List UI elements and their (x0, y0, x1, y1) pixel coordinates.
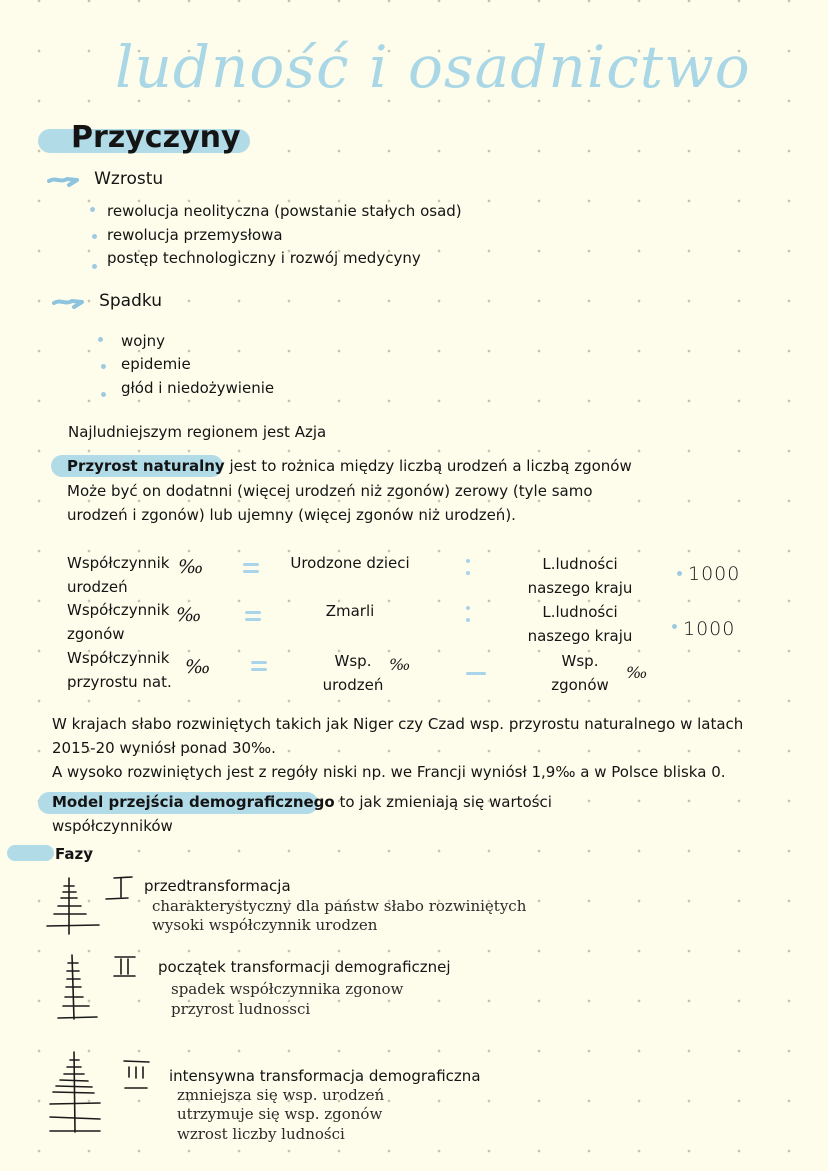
pyramid-icon (44, 876, 104, 936)
growth-label: Wzrostu (94, 169, 164, 189)
phase-description: wzrost liczby ludności (177, 1125, 345, 1143)
definition-line-2: Może być on dodatnni (więcej urodzeń niż zgonów) zerowy (tyle samo (67, 482, 593, 500)
list-item: postęp technologiczny i rozwój medycyny (107, 249, 421, 267)
phase-description: wysoki współczynnik urodzen (152, 916, 378, 934)
arrow-icon (52, 294, 86, 310)
growth-subheading (47, 168, 163, 190)
label-highlight (7, 845, 54, 861)
example-line-1: W krajach słabo rozwiniętych takich jak Niger czy Czad wsp. przyrostu naturalnego w latach (52, 715, 744, 733)
section-heading (38, 121, 241, 155)
list-item: rewolucja neolityczna (powstanie stałych osad) (107, 202, 462, 220)
phase-description: zmniejsza się wsp. urodzeń (177, 1086, 385, 1104)
multiplier: 1000 (688, 563, 741, 585)
roman-numeral-icon (121, 1057, 151, 1093)
decline-subheading (52, 290, 162, 312)
bullet-icon (90, 207, 95, 212)
phase-description: utrzymuje się wsp. zgonów (177, 1105, 383, 1123)
death-rate-term: Wsp. zgonów (551, 652, 609, 694)
natural-growth-rate-label: Współczynnik przyrostu nat. (67, 649, 172, 691)
example-line-2: 2015-20 wyniósł ponad 30‰. (52, 739, 276, 757)
asia-note: Najludniejszym regionem jest Azja (68, 423, 327, 441)
model-line-2: współczynników (52, 817, 173, 835)
list-item: rewolucja przemysłowa (107, 226, 283, 244)
definition-text: jest to rożnica między liczbą urodzeń a liczbą zgonów (224, 457, 632, 475)
death-rate-label: Współczynnik zgonów (67, 601, 170, 643)
permille-symbol: ‰ (185, 656, 211, 678)
phase-description: spadek współczynnika zgonow (171, 980, 404, 998)
permille-symbol: ‰ (626, 663, 648, 682)
permille-symbol: ‰ (178, 556, 204, 578)
bullet-icon (101, 392, 106, 397)
pyramid-icon (55, 953, 100, 1023)
equals-icon (251, 661, 267, 675)
birth-rate-label: Współczynnik urodzeń (67, 554, 170, 596)
list-item: wojny (121, 332, 165, 350)
denominator: L.ludności naszego kraju (527, 555, 633, 597)
model-definition (52, 790, 552, 814)
numerator: Zmarli (325, 602, 375, 620)
birth-rate-term: Wsp. urodzeń (322, 652, 384, 694)
divide-icon (466, 559, 470, 583)
equals-icon (243, 563, 259, 577)
multiply-icon (677, 571, 682, 576)
bullet-icon (92, 234, 97, 239)
bullet-icon (92, 264, 97, 269)
model-text: to jak zmieniają się wartości (334, 793, 552, 811)
arrow-icon (47, 172, 81, 188)
pyramid-icon (48, 1050, 108, 1134)
roman-numeral-icon (112, 954, 138, 980)
bullet-icon (101, 364, 106, 369)
page-title: ludność i osadnictwo (115, 33, 751, 101)
natural-growth-term: Przyrost naturalny (67, 457, 225, 475)
list-item: głód i niedożywienie (121, 379, 275, 397)
bullet-icon (98, 337, 103, 342)
minus-icon (466, 672, 486, 675)
denominator: L.ludności naszego kraju (527, 603, 633, 645)
divide-icon (466, 606, 470, 630)
roman-numeral-icon (104, 875, 134, 901)
numerator: Urodzone dzieci (290, 554, 410, 572)
list-item: epidemie (121, 355, 191, 373)
phase-title: intensywna transformacja demograficzna (169, 1067, 481, 1085)
permille-symbol: ‰ (389, 655, 411, 674)
decline-label: Spadku (99, 291, 162, 311)
model-term: Model przejścia demograficznego (52, 793, 335, 811)
phase-description: przyrost ludnossci (171, 1000, 311, 1018)
phase-title: początek transformacji demograficznej (158, 958, 451, 976)
permille-symbol: ‰ (176, 604, 202, 626)
multiplier: 1000 (683, 618, 736, 640)
definition-line-3: urodzeń i zgonów) lub ujemny (więcej zgonów niż urodzeń). (67, 506, 516, 524)
natural-growth-definition (67, 454, 632, 478)
equals-icon (245, 611, 261, 625)
phase-title: przedtransformacja (144, 877, 291, 895)
phase-description: charakterystyczny dla państw słabo rozwiniętych (152, 897, 527, 915)
phases-label: Fazy (55, 845, 93, 863)
example-line-3: A wysoko rozwiniętych jest z regóły niski np. we Francji wyniósł 1,9‰ a w Polsce bliska 0. (52, 763, 726, 781)
multiply-icon (672, 624, 677, 629)
section-heading-text: Przyczyny (71, 120, 241, 155)
